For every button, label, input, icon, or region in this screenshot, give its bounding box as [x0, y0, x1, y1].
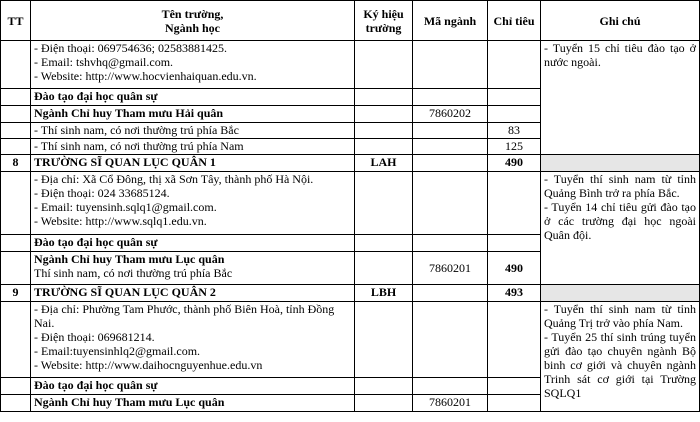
lq2-contact-row: [1, 302, 700, 378]
lq2-title-row: [1, 285, 700, 302]
header-ma-nganh: Mã ngành: [413, 1, 488, 41]
lq1-contact-row: [1, 172, 700, 235]
lq2-address: - Địa chỉ: Phường Tam Phước, thành phố Biên Hoà, tỉnh Đồng Nai.: [34, 302, 335, 330]
hvhq-website: - Website: http://www.hocvienhaiquan.edu.vn.: [34, 69, 257, 83]
header-ky-hieu: [355, 1, 413, 41]
lq1-title-note: [541, 155, 700, 172]
lq2-code: LBH: [355, 285, 413, 302]
lq2-email: - Email:tuyensinhlq2@gmail.com.: [34, 344, 201, 358]
hvhq-dao-tao: Đào tạo đại học quân sự: [31, 89, 355, 106]
header-tt: TT: [1, 1, 31, 41]
lq1-nganh-cell: [31, 252, 355, 285]
hvhq-email: - Email: tshvhq@gmail.com.: [34, 55, 174, 69]
hvhq-phone: - Điện thoại: 069754636; 02583881425.: [34, 41, 227, 55]
lq2-name: TRƯỜNG SĨ QUAN LỤC QUÂN 2: [31, 285, 355, 302]
lq2-website: - Website: http://www.daihocnguyenhue.edu.vn: [34, 358, 263, 372]
header-chi-tieu: Chỉ tiêu: [488, 1, 541, 41]
lq1-note: [541, 172, 700, 285]
header-ten-line-1: Tên trường,: [161, 6, 224, 21]
lq1-total: 490: [488, 155, 541, 172]
hvhq-nam-value: 125: [488, 139, 541, 155]
lq1-email: - Email: tuyensinh.sqlq1@gmail.com.: [34, 200, 217, 214]
lq2-contact: [31, 302, 355, 378]
header-kyhieu-line-2: trường: [365, 20, 402, 35]
lq1-dao-tao: Đào tạo đại học quân sự: [31, 235, 355, 252]
header-ghi-chu: Ghi chú: [541, 1, 700, 41]
hvhq-ma-nganh: 7860202: [413, 106, 488, 123]
hvhq-nganh: Ngành Chỉ huy Tham mưu Hải quân: [31, 106, 355, 123]
lq1-nganh-sub: Thí sinh nam, có nơi thường trú phía Bắc: [34, 266, 233, 280]
lq1-nganh: Ngành Chỉ huy Tham mưu Lục quân: [34, 252, 225, 266]
header-kyhieu-line-1: Ký hiệu: [363, 6, 404, 21]
lq2-ma-nganh: 7860201: [413, 395, 488, 412]
lq1-title-row: [1, 155, 700, 172]
hvhq-contact-row: [1, 41, 700, 89]
lq1-tt: 8: [1, 155, 31, 172]
header-ten-truong: [31, 1, 355, 41]
lq1-name: TRƯỜNG SĨ QUAN LỤC QUÂN 1: [31, 155, 355, 172]
hvhq-contact: [31, 41, 355, 89]
hvhq-note: [541, 41, 700, 155]
lq2-phone: - Điện thoại: 069681214.: [34, 330, 155, 344]
lq1-note-1: - Tuyển thí sinh nam từ tỉnh Quảng Bình trở ra phía Bắc.: [544, 172, 696, 200]
lq2-note-1: - Tuyển thí sinh nam từ tỉnh Quảng Trị trở vào phía Nam.: [544, 302, 696, 330]
lq2-title-note: [541, 285, 700, 302]
header-ten-line-2: Ngành học: [164, 20, 220, 35]
hvhq-bac-value: 83: [488, 123, 541, 139]
lq2-nganh: Ngành Chỉ huy Tham mưu Lục quân: [31, 395, 355, 412]
lq2-total: 493: [488, 285, 541, 302]
lq1-code: LAH: [355, 155, 413, 172]
header-row: [1, 1, 700, 41]
lq2-note: [541, 302, 700, 412]
hvhq-bac-label: - Thí sinh nam, có nơi thường trú phía Bắc: [31, 123, 355, 139]
hvhq-nam-label: - Thí sinh nam, có nơi thường trú phía Nam: [31, 139, 355, 155]
lq1-address: - Địa chỉ: Xã Cổ Đông, thị xã Sơn Tây, thành phố Hà Nội.: [34, 172, 314, 186]
lq1-website: - Website: http://www.sqlq1.edu.vn.: [34, 214, 207, 228]
lq2-tt: 9: [1, 285, 31, 302]
lq1-contact: [31, 172, 355, 235]
lq2-note-2: - Tuyển 25 thí sinh trúng tuyển gửi đào tạo chuyên ngành Bộ binh cơ giới và chuyên ngành Trinh sát cơ giới tại Trường SQLQ1: [544, 330, 696, 400]
hvhq-note-text: - Tuyển 15 chỉ tiêu đào tạo ở nước ngoài.: [544, 41, 696, 69]
lq2-dao-tao: Đào tạo đại học quân sự: [31, 378, 355, 395]
lq1-note-2: - Tuyển 14 chỉ tiêu gửi đào tạo ở các trường đại học ngoài Quân đội.: [544, 200, 696, 242]
lq1-phone: - Điện thoại: 024 33685124.: [34, 186, 170, 200]
lq1-ma-nganh: 7860201: [413, 252, 488, 285]
lq1-value: 490: [488, 252, 541, 285]
